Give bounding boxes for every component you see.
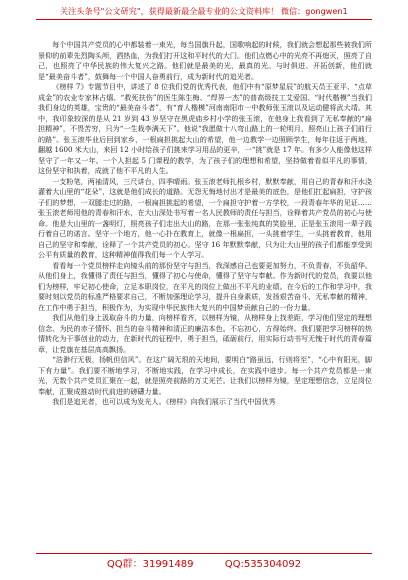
paragraph: 一支粉笔，两袖清风，三尺讲台，四季晴雨。张玉滚老师扎根乡村，默默奉献，用自己的青春和汗水浇灌着大山里的“花朵”，这就是他们成长的道路。无怨无悔地付出才是最美的底色，是他们扛起扁担，守护孩子们的梦想，一双腿走过的路，一根扁担挑起的希望，一个扁担守护着一方学校，一段青春年华的见证……张玉滚老师用他的青春和汗水，在大山深处书写着一名人民教师的责任与担当，诠释着共产党员的初心与使命。他是大山里的一盏明灯，照亮孩子们走出大山的路，在那一张张纯真的笑脸里，正是张玉滚用一辈子践行着自己的诺言。坚守一个地方，他一心扑在教育上，就像一根扁担，一头挑着学生，一头挑着教育，他用自己的坚守和奉献，诠释了一个共产党员的初心。坚守 16 年默默奉献，只为让大山里的孩子们都能享受到公平有质量的教育，这种精神值得我们每一个人学习。 bbox=[38, 176, 372, 259]
footer-qq-group: QQ群：31991489 bbox=[106, 559, 194, 570]
paragraph: 我们从他们身上汲取奋斗的力量，向榜样看齐，以榜样为镜，从榜样身上找差距，学习他们坚定的理想信念、为民的赤子情怀、担当的奋斗精神和清正的廉洁本色。不忘初心，方得始终。我们要把学习榜样的热情转化为干事创业的动力，在新时代的征程中，勇于担当，砥砺前行，用实际行动书写无愧于时代的青春篇章，让党旗在基层高高飘扬。 bbox=[38, 313, 372, 354]
footer-banner bbox=[0, 555, 408, 570]
paragraph: 我们是追光者，也可以成为发光人。《榜样》向我们展示了当代中国优秀 bbox=[52, 397, 276, 406]
footer-qq: QQ:535304092 bbox=[224, 559, 302, 570]
header-banner: 关注头条号"公文研究"，获得最新最全最专业的公文资料库！ 微信：gongwen1 bbox=[60, 7, 348, 16]
document-body bbox=[38, 40, 372, 530]
paragraph: 《榜样 7》专题节目中，讲述了 8 位我们党的优秀代表，他们中有“原梦星辰”的航天员王亚平、“点草成金”的农业专家林占熺、“救死扶伤”的医生陈生梅、“焊界一杰”的普高级技工艾爱国、“时代楷模”当我们我们身边的英雄，宝贵的“最美奋斗者”，有“育人楷模”河南南阳市一中教师张玉滚以及运动健将武大靖。其中，我印象较深的是从 21 岁到 43 岁坚守在黑虎庙乡村小学的张玉滚，在他身上我看到了无私奉献的“扁担精神”，不畏苦穷，只为“一生栽李满天下”。他说“我愿做十八弯山路上的一轮明月，照亮山上孩子们前行的路”。张玉滚毕业后回到家乡，一根扁担挑起大山的希望，他一边教学一边照顾学生，每年往返于两地，翻越 1600 米大山，来回 12 小时给孩子们挑来学习用品的更辛，一“挑”就是 17 年。有多少人能像他这样坚守了一年又一年。一个人担起 5 门课程的教学，为了孩子们的理想和希望，坚持做着看似平凡的事情，这份坚守和执着，成就了他不平凡的人生。 bbox=[38, 82, 372, 175]
paragraph: “浩渺行无极，扬帆但信风”。在这广阔无垠的天地间，要明白“路虽远，行则将至”，“心中有阳光，脚下有力量”。我们要不断地学习，不断地实践，在学习中成长，在实践中进步。每一个共产党员都是一束光，无数个共产党员汇聚在一起，就是照亮前路的万丈光芒。让我们以榜样为镜，坚定理想信念，立足岗位奉献，汇聚成推动时代前进的磅礴力量。 bbox=[38, 355, 372, 396]
paragraph: 每个中国共产党员的心中都装着一束光，每当国旗升起，国歌响起的时候，我们就会想起那些被我们所景仰的前辈先烈陶头颅，洒热血，为我们打开这和平时代的大门。他们点燃心中的光亮不再熄灭，照亮了自己，也照亮了中华民族的伟大复兴之路。他们就是最美的光，最真的光。与时俱进、开拓创新，他们就是“最美奋斗者”，鼓舞每一个中国人奋勇前行，成为新时代的追光者。 bbox=[38, 40, 372, 81]
paragraph: 看看每一个党员榜样走向镜头前的那份坚守与担当，我深感自己也要更加努力，不负青春，不负韶华。从他们身上，我懂得了责任与担当，懂得了初心与使命，懂得了坚守与奉献。作为新时代的党员，我要以他们为榜样，牢记初心使命，立足本职岗位，在平凡的岗位上做出不平凡的业绩。在今后的工作和学习中，我要时刻以党员的标准严格要求自己，不断加强理论学习，提升自身素质，发扬艰苦奋斗、无私奉献的精神，在工作中勇于担当，积极作为，为实现中华民族伟大复兴的中国梦贡献自己的一份力量。 bbox=[38, 260, 372, 312]
header-divider bbox=[36, 19, 372, 20]
footer-divider bbox=[36, 553, 372, 554]
